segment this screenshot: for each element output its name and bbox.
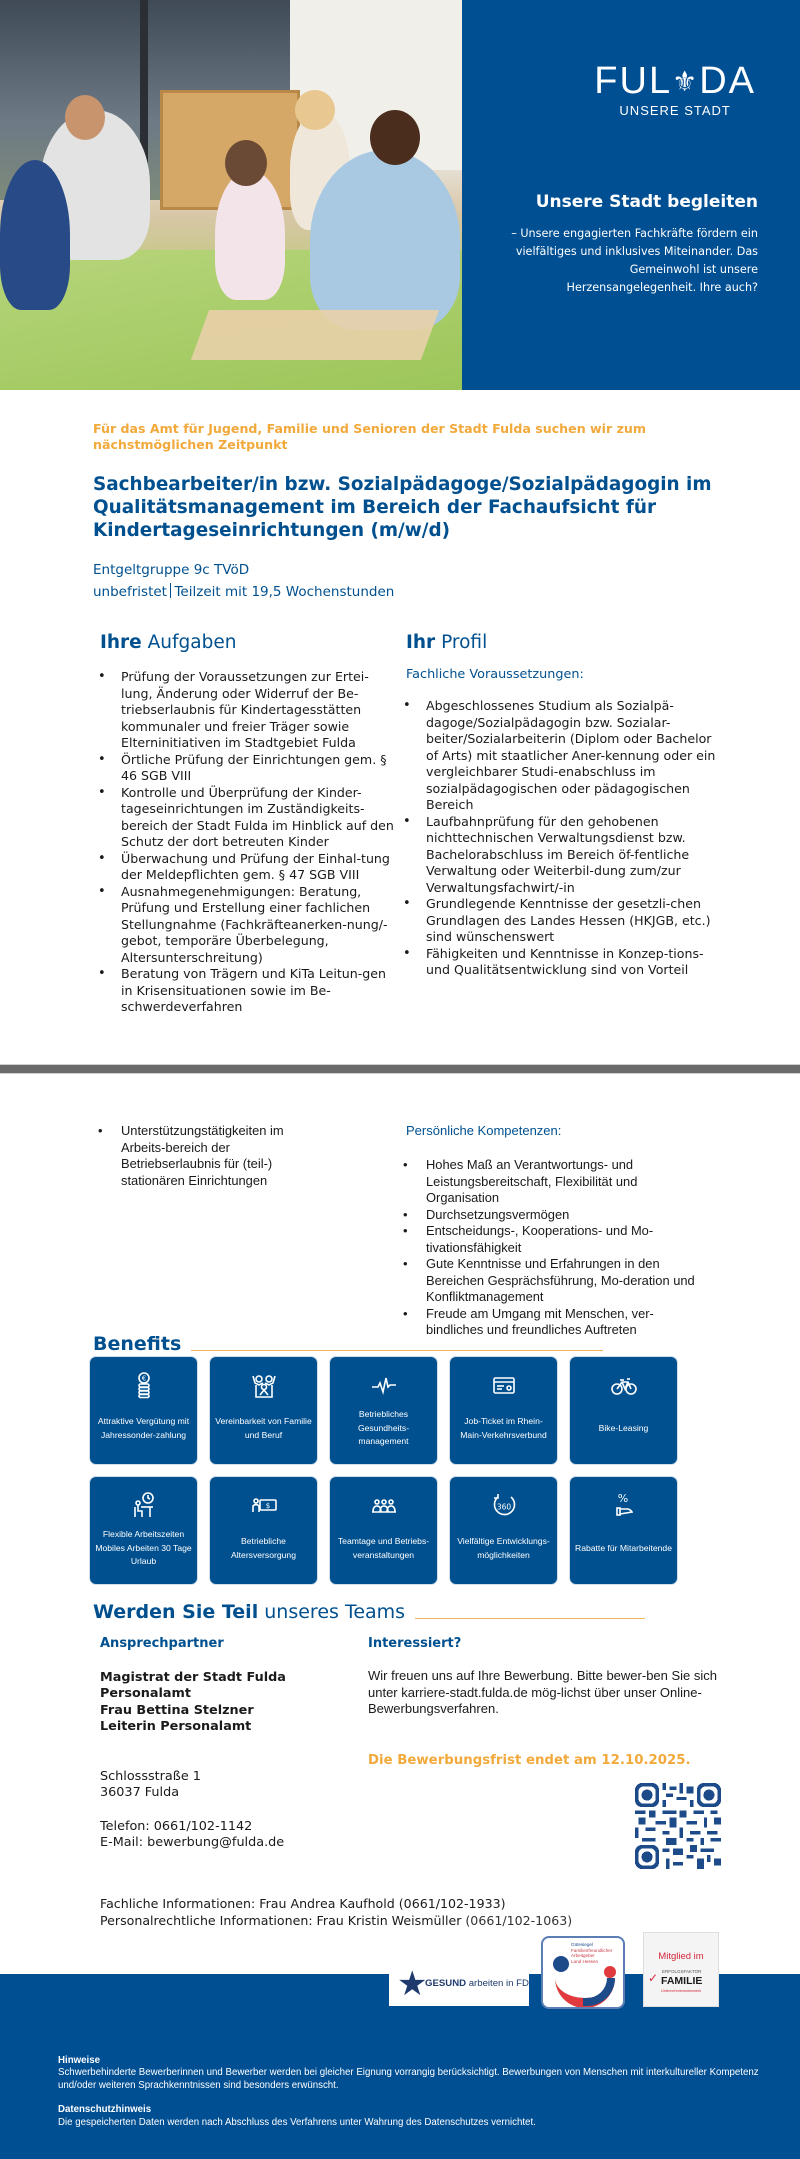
benefits-heading	[93, 1333, 603, 1355]
list-item: • Unterstützungstätigkeiten im Arbeits-bereich der Betriebserlaubnis für (teil-) stationären Einrichtungen	[98, 1123, 288, 1189]
svg-text:%: %	[617, 1492, 628, 1505]
logo-subtitle: UNSERE STADT	[619, 103, 731, 118]
persoenlich-list	[403, 1157, 706, 1339]
contact-section	[100, 1636, 340, 1852]
360-development-icon	[489, 1489, 519, 1523]
team-heading	[93, 1601, 645, 1623]
benefit-tile	[450, 1477, 557, 1584]
org-line: Frau Bettina Stelzner	[100, 1702, 254, 1718]
aufgaben-heading	[100, 632, 400, 653]
seal-guete-line: Arbeitgeber	[571, 1953, 595, 1958]
list-item: • Hohes Maß an Verantwortungs- und Leistungsbereitschaft, Flexibilität und Organisation	[403, 1157, 706, 1207]
benefit-tile	[450, 1357, 557, 1464]
seal-gesund-arbeiten	[389, 1963, 529, 2006]
seal-guete-line: Gütesiegel	[571, 1942, 593, 1947]
org-line: Personalamt	[100, 1686, 191, 1701]
benefit-label: Betriebliches Gesundheits-management	[357, 1409, 410, 1447]
logo-word-right: DA	[699, 60, 756, 102]
benefit-tile	[210, 1357, 317, 1464]
list-item: • Gute Kenntnisse und Erfahrungen in den Bereichen Gesprächsführung, Mo-deration und Konfliktmanagement	[403, 1256, 706, 1306]
hero-text: – Unsere engagierten Fachkräfte fördern ein vielfältiges und inklusives Miteinander. Das Gemeinwohl ist unsere Herzensangelegenheit. Ihre auch?	[511, 227, 758, 294]
footer-notes	[58, 2055, 778, 2129]
aufgaben-heading-bold: Ihre	[100, 632, 142, 653]
benefit-tile	[570, 1357, 677, 1464]
hero-panel	[462, 0, 800, 390]
contact-phone[interactable]: Telefon: 0661/102-1142	[100, 1818, 253, 1834]
benefit-label: Rabatte für Mitarbeitende	[575, 1542, 672, 1553]
list-item: • Entscheidungs-, Kooperations- und Mo-tivationsfähigkeit	[403, 1223, 706, 1256]
team-title	[93, 1601, 405, 1623]
list-item: • Freude am Umgang mit Menschen, ver-bindliches und freundliches Auftreten	[403, 1306, 706, 1339]
aufgaben-continued	[98, 1123, 284, 1189]
list-item: • Beratung von Trägern und KiTa Leitun-gen in Krisensituationen sowie im Be-schwerdeverfahren	[98, 966, 400, 1016]
fachlich-list	[403, 698, 716, 979]
seal-familie-sub: Unternehmensnetzwerk	[661, 1989, 702, 1993]
apply-heading: Interessiert?	[368, 1636, 462, 1651]
contact-channels	[100, 1819, 340, 1852]
address-street: Schlossstraße 1	[100, 1768, 201, 1784]
persoenlich-section	[406, 1123, 706, 1339]
benefit-label: Vereinbarkeit von Familie und Beruf	[215, 1416, 312, 1440]
benefit-label: Teamtage und Betriebs-veranstaltungen	[337, 1536, 430, 1560]
heading-rule	[415, 1618, 645, 1620]
benefit-label: Vielfältige Entwicklungs-möglichkeiten	[457, 1536, 550, 1560]
job-meta	[93, 559, 723, 603]
seal-smile-blue	[583, 1978, 615, 2006]
profil-heading-rest: Profil	[435, 632, 488, 653]
fulda-logo	[594, 62, 756, 118]
page-break-divider	[0, 1064, 800, 1074]
info-fachlich: Fachliche Informationen: Frau Andrea Kaufhold (0661/102-1933)	[100, 1896, 506, 1911]
benefit-tile	[90, 1477, 197, 1584]
datenschutz-block	[58, 2104, 778, 2129]
photo-girl	[215, 170, 285, 300]
benefit-tile	[210, 1477, 317, 1584]
seal-gesund-text	[425, 1978, 529, 1989]
profil-heading-bold: Ihr	[406, 632, 436, 653]
team-title-rest: unseres Teams	[258, 1601, 406, 1623]
photo-child-striped	[0, 160, 70, 310]
list-item: • Fähigkeiten und Kenntnisse in Konzep-tions- und Qualitätsentwicklung sind von Vorteil	[403, 946, 716, 979]
info-personal-phone: (0661/102-1063)	[465, 1913, 573, 1928]
coins-euro-icon	[129, 1369, 159, 1403]
benefit-label: Job-Ticket im Rhein-Main-Verkehrsverbund	[460, 1416, 547, 1440]
svg-text:€: €	[141, 1374, 146, 1383]
list-item: • Kontrolle und Überprüfung der Kinder-tageseinrichtungen im Zuständigkeits-bereich der Stadt Fulda im Hinblick auf den Schutz der dort betreuten Kinder	[98, 785, 400, 851]
further-info	[100, 1895, 572, 1929]
heading-rule	[191, 1350, 603, 1352]
benefit-tile	[330, 1477, 437, 1584]
apply-section	[368, 1636, 718, 1768]
profil-heading	[406, 632, 716, 653]
star-person-icon: ★	[397, 1964, 428, 2004]
logo-wordmark	[594, 62, 756, 100]
employment-terms	[93, 581, 723, 603]
application-deadline: Die Bewerbungsfrist endet am 12.10.2025.	[368, 1752, 691, 1768]
seal-familienfreundlich-hessen	[541, 1936, 625, 2009]
seal-guete-line: Familienfreundlicher	[571, 1947, 613, 1953]
list-item: • Abgeschlossenes Studium als Sozialpä-dagoge/Sozialpädagogin bzw. Sozialar-beiter/Sozialarbeiterin (Diplom oder Bachelor of Arts) mit staatlicher Aner-kennung oder ein vergleichbarer Studi-enabschluss im sozialpädagogischen oder pädagogischen Bereich	[403, 698, 716, 814]
svg-text:$: $	[265, 1502, 270, 1510]
datenschutz-text: Die gespeicherten Daten werden nach Abschluss des Verfahrens unter Wahrung des Datenschutzes vernichtet.	[58, 2116, 536, 2128]
seal-gesund-bold: GESUND	[425, 1978, 467, 1989]
seal-guete-text	[571, 1942, 612, 1964]
list-item: • Laufbahnprüfung für den gehobenen nichttechnischen Verwaltungsdienst bzw. Bachelorabschluss im Bereich öf-fentliche Verwaltung oder Weiterbil-dung zum/zur Verwaltungsfachwirt/-in	[403, 814, 716, 897]
list-item: • Durchsetzungsvermögen	[403, 1207, 706, 1224]
benefit-tile	[90, 1357, 197, 1464]
photo-educator-female-head	[370, 110, 420, 165]
photo-educator-female	[310, 150, 460, 330]
intro-kicker: Für das Amt für Jugend, Familie und Senioren der Stadt Fulda suchen wir zum nächstmöglichen Zeitpunkt	[93, 421, 647, 452]
benefits-title	[93, 1333, 181, 1355]
logo-word-left: FUL	[594, 60, 673, 102]
org-line: Leiterin Personalamt	[100, 1719, 252, 1734]
profil-section	[406, 632, 716, 979]
job-intro	[93, 421, 723, 603]
hero-photo	[0, 0, 462, 390]
list-item: • Örtliche Prüfung der Einrichtungen gem. § 46 SGB VIII	[98, 752, 400, 785]
team-title-bold: Werden Sie Teil	[93, 1601, 259, 1623]
contact-heading: Ansprechpartner	[100, 1636, 224, 1651]
pay-group: Entgeltgruppe 9c TVöD	[93, 562, 250, 578]
separator-bar	[170, 583, 172, 598]
hinweise-title: Hinweise	[58, 2055, 100, 2066]
benefit-tile	[330, 1357, 437, 1464]
datenschutz-title: Datenschutzhinweis	[58, 2104, 152, 2116]
info-personal-name: Personalrechtliche Informationen: Frau Kristin Weismüller	[100, 1913, 466, 1928]
seal-familie-top: Mitglied im	[658, 1951, 704, 1962]
hero-banner	[0, 0, 800, 390]
seal-erfolgsfaktor-familie	[643, 1932, 719, 2007]
photo-educator-male-head	[65, 95, 105, 140]
benefits-title-text: Benefits	[93, 1333, 182, 1355]
benefit-label: Bike-Leasing	[598, 1422, 649, 1433]
photo-girl-head	[225, 140, 267, 186]
discount-hand-icon	[609, 1489, 639, 1523]
address-city: 36037 Fulda	[100, 1785, 180, 1800]
list-item: • Prüfung der Voraussetzungen zur Ertei-lung, Änderung oder Widerruf der Be-triebserlaubnis für Kindertagesstätten kommunaler und freier Träger sowie Elterninitiativen im Stadtgebiet Fulda	[98, 669, 400, 752]
aufgaben-heading-rest: Aufgaben	[141, 632, 237, 653]
job-title: Sachbearbeiter/in bzw. Sozialpädagoge/Sozialpädagogin im Qualitätsmanagement im Bereich der Fachaufsicht für Kindertageseinrichtungen (m/w/d)	[93, 474, 712, 541]
seal-gesund-rest: arbeiten in FD	[466, 1978, 529, 1989]
photo-child-head	[295, 90, 335, 130]
benefit-label: Flexible Arbeitszeiten Mobiles Arbeiten 30 Tage Urlaub	[95, 1529, 192, 1567]
contract-type: unbefristet	[93, 584, 167, 600]
aufgaben-list-continued	[98, 1123, 288, 1189]
desk-clock-icon	[129, 1489, 159, 1523]
fleur-de-lis-icon: ⚜	[672, 66, 700, 97]
aufgaben-list	[98, 669, 400, 1016]
list-item: • Überwachung und Prüfung der Einhal-tung der Meldepflichten gem. § 47 SGB VIII	[98, 851, 400, 884]
list-item: • Ausnahmegenehmigungen: Beratung, Prüfung und Erstellung einer fachlichen Stellungnahme (Fachkräfteanerken-nung/-gebot, temporäre Überbelegung, Altersunterschreitung)	[98, 884, 400, 967]
benefit-label: Betriebliche Altersversorgung	[231, 1536, 296, 1560]
benefits-grid	[90, 1357, 680, 1584]
bicycle-icon	[609, 1369, 639, 1403]
contact-organisation	[100, 1670, 340, 1736]
benefit-tile	[570, 1477, 677, 1584]
hero-headline: Unsere Stadt begleiten	[535, 192, 758, 212]
persoenlich-subheading: Persönliche Kompetenzen:	[406, 1123, 562, 1138]
svg-text:360: 360	[496, 1502, 511, 1512]
org-line: Magistrat der Stadt Fulda	[100, 1669, 286, 1685]
contact-email-link[interactable]: E-Mail: bewerbung@fulda.de	[100, 1835, 285, 1850]
photo-wooden-blocks	[191, 310, 439, 360]
seal-familie-big: FAMILIE	[661, 1975, 703, 1987]
seal-familie-small: ERFOLGSFAKTOR	[662, 1969, 702, 1974]
family-icon	[249, 1369, 279, 1403]
working-hours: Teilzeit mit 19,5 Wochenstunden	[174, 584, 395, 600]
team-icon	[369, 1489, 399, 1523]
heartbeat-icon	[369, 1369, 399, 1403]
aufgaben-section	[100, 632, 400, 1016]
seal-guete-line: Land Hessen	[571, 1958, 599, 1964]
info-personal	[100, 1912, 572, 1929]
ticket-card-icon	[489, 1369, 519, 1403]
pension-money-icon	[249, 1489, 279, 1523]
contact-address	[100, 1769, 340, 1802]
benefit-label: Attraktive Vergütung mit Jahressonder-zahlung	[97, 1416, 190, 1440]
hinweise-text: Schwerbehinderte Bewerberinnen und Bewerber werden bei gleicher Eignung vorrangig berücksichtigt. Bewerbungen von Menschen mit interkultureller Kompetenz und/oder weiteren Sprachkenntnissen sind besonders erwünscht.	[58, 2067, 759, 2091]
fachlich-subheading: Fachliche Voraussetzungen:	[406, 667, 584, 682]
qr-code-icon[interactable]	[635, 1783, 721, 1869]
checkmark-icon: ✓	[648, 1971, 659, 1985]
list-item: • Grundlegende Kenntnisse der gesetzli-chen Grundlagen des Landes Hessen (HKJGB, etc.) sind wünschenswert	[403, 896, 716, 946]
apply-text: Wir freuen uns auf Ihre Bewerbung. Bitte bewer-ben Sie sich unter karriere-stadt.fulda.de mög-lichst über unser Online-Bewerbungsverfahren.	[368, 1668, 718, 1716]
